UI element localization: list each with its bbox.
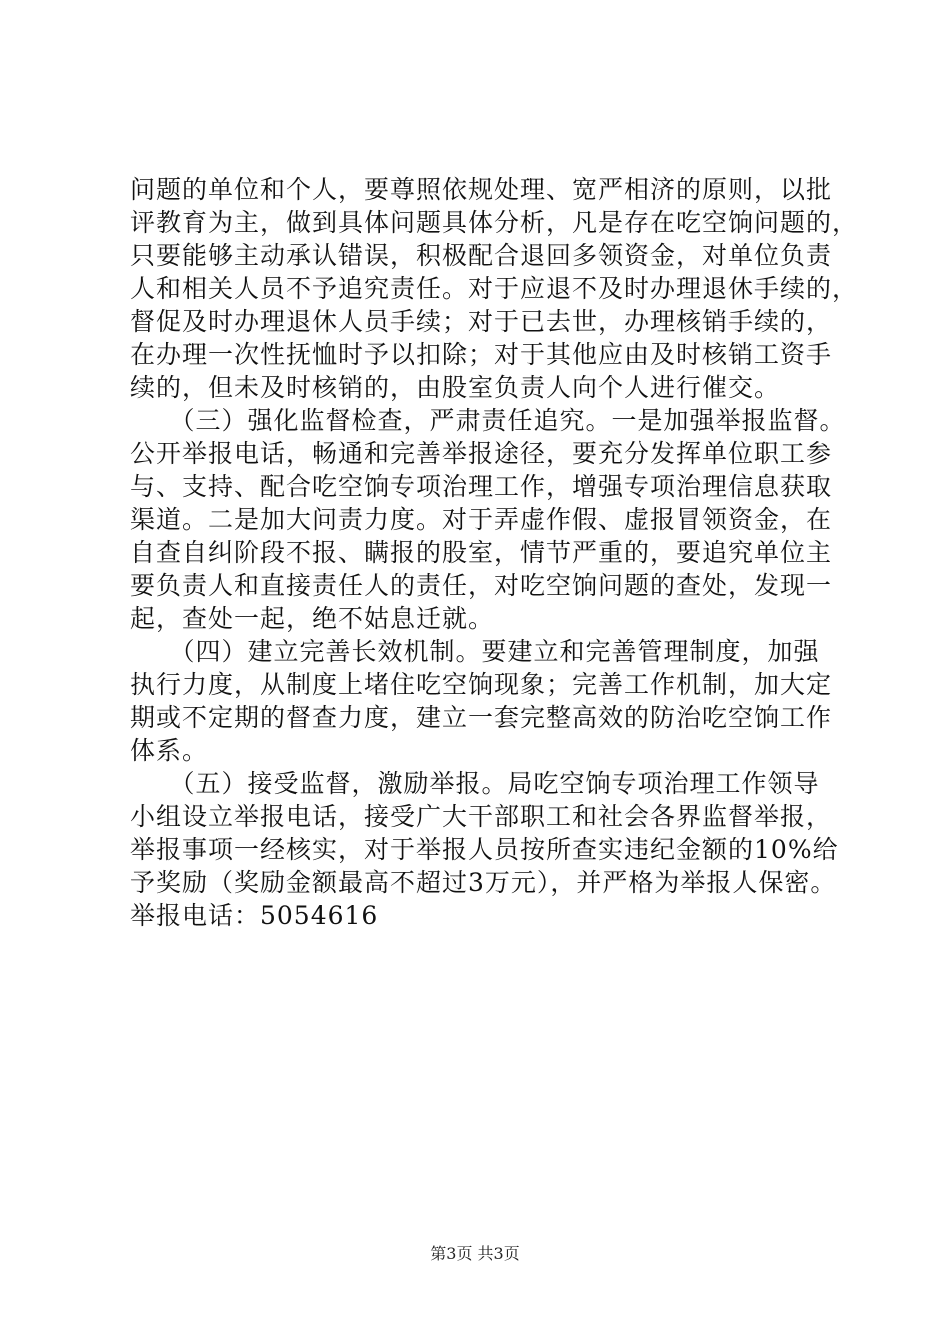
text-line: 只要能够主动承认错误，积极配合退回多领资金，对单位负责 xyxy=(130,241,833,270)
text-line: 公开举报电话，畅通和完善举报途径，要充分发挥单位职工参 xyxy=(130,439,833,468)
text-line: 在办理一次性抚恤时予以扣除；对于其他应由及时核销工资手 xyxy=(130,340,833,369)
text-line: 问题的单位和个人，要尊照依规处理、宽严相济的原则，以批 xyxy=(130,175,833,204)
text-line: 予奖励（奖励金额最高不超过3万元），并严格为举报人保密。 xyxy=(130,868,837,897)
text-line: 与、支持、配合吃空饷专项治理工作，增强专项治理信息获取 xyxy=(130,472,833,501)
text-line: 评教育为主，做到具体问题具体分析，凡是存在吃空饷问题的， xyxy=(130,208,859,237)
text-line: （五）接受监督，激励举报。局吃空饷专项治理工作领导 xyxy=(130,769,820,798)
text-line: 自查自纠阶段不报、瞒报的股室，情节严重的，要追究单位主 xyxy=(130,538,833,567)
text-line: 体系。 xyxy=(130,736,209,765)
text-line: 举报电话：5054616 xyxy=(130,901,379,930)
text-line: 渠道。二是加大问责力度。对于弄虚作假、虚报冒领资金，在 xyxy=(130,505,833,534)
text-line: （四）建立完善长效机制。要建立和完善管理制度，加强 xyxy=(130,637,820,666)
page-footer: 第3页 共3页 xyxy=(430,1244,520,1263)
text-line: 续的，但未及时核销的，由股室负责人向个人进行催交。 xyxy=(130,373,781,402)
text-line: 要负责人和直接责任人的责任，对吃空饷问题的查处，发现一 xyxy=(130,571,833,600)
body-text xyxy=(130,173,859,932)
text-line: 执行力度，从制度上堵住吃空饷现象；完善工作机制，加大定 xyxy=(130,670,833,699)
text-line: 小组设立举报电话，接受广大干部职工和社会各界监督举报， xyxy=(130,802,833,831)
text-line: （三）强化监督检查，严肃责任追究。一是加强举报监督。 xyxy=(130,406,846,435)
text-line: 起，查处一起，绝不姑息迁就。 xyxy=(130,604,495,633)
text-line: 举报事项一经核实，对于举报人员按所查实违纪金额的10%给 xyxy=(130,835,839,864)
text-line: 人和相关人员不予追究责任。对于应退不及时办理退休手续的， xyxy=(130,274,859,303)
text-line: 督促及时办理退休人员手续；对于已去世，办理核销手续的， xyxy=(130,307,833,336)
text-line: 期或不定期的督查力度，建立一套完整高效的防治吃空饷工作 xyxy=(130,703,833,732)
